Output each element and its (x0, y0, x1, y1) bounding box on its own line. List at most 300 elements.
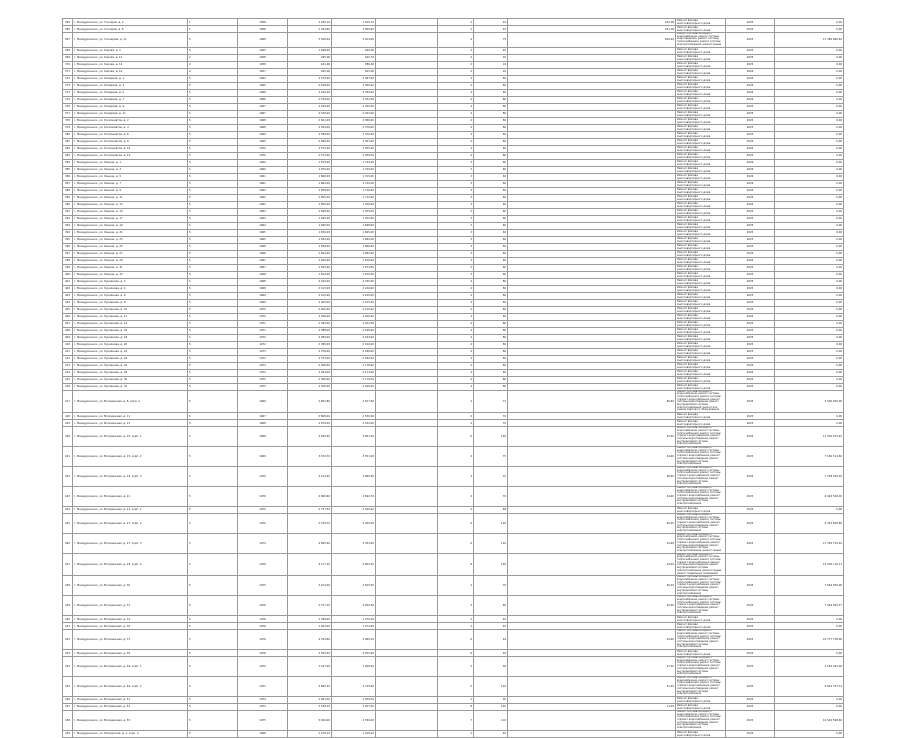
entrances-cell: 4 (438, 89, 474, 96)
living-area-cell: 3 851,00 (332, 427, 376, 447)
total-area-cell: 1 447,00 (288, 657, 332, 677)
work-year-cell: 2025 (726, 657, 775, 677)
work-type-cell: Ремонт фасада многоквартирного дома (676, 124, 726, 131)
year-built-cell: 1970 (238, 306, 288, 313)
entrances-cell: 2 (438, 26, 474, 33)
work-type-cell: Ремонт системы холодного водоснабжения, ремонт системы теплоснабжения, ремонт системы горячего водоснабжения, ремонт системы водоотведения, ремонт внутридомовой системы электроснабжения, ремонт крыши, ремонт подвальных помещений (676, 553, 726, 576)
row-number-cell: 366 (63, 26, 73, 33)
floors-cell: 5 (188, 47, 238, 54)
work-type-cell: Ремонт фасада многоквартирного дома (676, 208, 726, 215)
entrances-cell: 4 (438, 131, 474, 138)
row-number-cell: 395 (63, 236, 73, 243)
cost-cell: 0,00 (775, 110, 844, 117)
address-cell: г. Междуреченск, ул. Лукиянова, д. 8 (73, 299, 188, 306)
cost-cell: 0,00 (775, 68, 844, 75)
work-type-cell: Ремонт фасада многоквартирного дома (676, 420, 726, 427)
roof-area-cell (508, 313, 676, 320)
address-cell: г. Междуреченск, ул. Лукиянова, д. 4 (73, 285, 188, 292)
work-type-cell: Ремонт фасада многоквартирного дома (676, 236, 726, 243)
spacer-cell (376, 466, 438, 486)
cost-cell: 0,00 (775, 103, 844, 110)
cost-cell: 6 322 836,60 (775, 513, 844, 533)
year-built-cell: 1973 (238, 355, 288, 362)
address-cell: г. Междуреченск, ул. Молодежная, д. 29, корп. 4 (73, 553, 188, 576)
total-area-cell: 2 589,00 (288, 131, 332, 138)
floors-cell: 5 (188, 650, 238, 657)
roof-area-cell (508, 68, 676, 75)
floors-cell: 2 (188, 61, 238, 68)
entrances-cell: 3 (438, 215, 474, 222)
living-area-cell: 2 350,00 (332, 152, 376, 159)
living-area-cell: 5 602,20 (332, 553, 376, 576)
row-number-cell: 414 (63, 369, 73, 376)
apartments-cell: 70 (474, 576, 508, 596)
row-number-cell: 424 (63, 506, 73, 513)
work-type-cell: Ремонт фасада многоквартирного дома (676, 201, 726, 208)
table-row (63, 553, 844, 576)
roof-area-cell: 41,40 (508, 676, 676, 696)
year-built-cell: 1968 (238, 730, 288, 737)
cost-cell: 0,00 (775, 320, 844, 327)
work-year-cell: 2025 (726, 138, 775, 145)
work-type-cell: Ремонт фасада многоквартирного дома (676, 730, 726, 737)
apartments-cell: 80 (474, 341, 508, 348)
cost-cell: 0,00 (775, 327, 844, 334)
address-cell: г. Междуреченск, ул. Ленина, д. 29 (73, 257, 188, 264)
cost-cell: 0,00 (775, 348, 844, 355)
living-area-cell: 2 230,00 (332, 278, 376, 285)
row-number-cell: 367 (63, 33, 73, 48)
work-year-cell: 2025 (726, 306, 775, 313)
year-built-cell: 1970 (238, 513, 288, 533)
floors-cell: 5 (188, 576, 238, 596)
table-row (63, 201, 844, 208)
roof-area-cell (508, 369, 676, 376)
entrances-cell: 3 (438, 229, 474, 236)
spacer-cell (376, 533, 438, 553)
roof-area-cell (508, 194, 676, 201)
total-area-cell: 5 000,00 (288, 710, 332, 730)
living-area-cell: 1 678,00 (332, 257, 376, 264)
entrances-cell: 4 (438, 138, 474, 145)
row-number-cell: 417 (63, 390, 73, 413)
work-type-cell: Ремонт фасада многоквартирного дома (676, 166, 726, 173)
work-type-cell: Ремонт фасада многоквартирного дома (676, 341, 726, 348)
floors-cell: 5 (188, 327, 238, 334)
total-area-cell: 3 144,20 (288, 466, 332, 486)
spacer-cell (376, 243, 438, 250)
roof-area-cell (508, 187, 676, 194)
table-row (63, 306, 844, 313)
total-area-cell: 1 461,00 (288, 696, 332, 703)
total-area-cell: 1 035,10 (288, 19, 332, 26)
roof-area-cell (508, 264, 676, 271)
work-year-cell: 2025 (726, 327, 775, 334)
year-built-cell: 1970 (238, 466, 288, 486)
table-row (63, 320, 844, 327)
year-built-cell: 1969 (238, 292, 288, 299)
floors-cell: 5 (188, 96, 238, 103)
total-area-cell: 2 372,00 (288, 355, 332, 362)
work-year-cell: 2025 (726, 215, 775, 222)
spacer-cell (376, 278, 438, 285)
apartments-cell: 40 (474, 623, 508, 630)
year-built-cell: 1972 (238, 334, 288, 341)
work-type-cell: Ремонт фасада многоквартирного дома (676, 187, 726, 194)
cost-cell: 0,00 (775, 96, 844, 103)
row-number-cell: 386 (63, 173, 73, 180)
total-area-cell: 5 538,10 (288, 703, 332, 710)
work-type-cell: Ремонт фасада многоквартирного дома (676, 376, 726, 383)
work-year-cell: 2026 (726, 166, 775, 173)
floors-cell: 5 (188, 250, 238, 257)
floors-cell: 5 (188, 623, 238, 630)
table-row (63, 355, 844, 362)
address-cell: г. Междуреченск, ул. Ленина, д. 3 (73, 166, 188, 173)
total-area-cell: 1 832,00 (288, 236, 332, 243)
apartments-cell: 80 (474, 383, 508, 390)
work-year-cell: 2025 (726, 271, 775, 278)
total-area-cell: 2 580,00 (288, 138, 332, 145)
entrances-cell: 4 (438, 285, 474, 292)
table-row (63, 506, 844, 513)
cost-cell: 0,00 (775, 117, 844, 124)
spacer-cell (376, 173, 438, 180)
entrances-cell: 4 (438, 355, 474, 362)
row-number-cell: 403 (63, 292, 73, 299)
table-row (63, 61, 844, 68)
work-year-cell: 2026 (726, 194, 775, 201)
row-number-cell: 375 (63, 96, 73, 103)
row-number-cell: 385 (63, 166, 73, 173)
cost-cell: 0,00 (775, 355, 844, 362)
table-row (63, 650, 844, 657)
floors-cell: 2 (188, 54, 238, 61)
address-cell: г. Междуреченск, ул. Лукиянова, д. 24 (73, 355, 188, 362)
work-year-cell: 2025 (726, 110, 775, 117)
address-cell: г. Междуреченск, ул. Лукиянова, д. 14 (73, 320, 188, 327)
entrances-cell: 4 (438, 124, 474, 131)
year-built-cell: 1969 (238, 447, 288, 467)
cost-cell: 0,00 (775, 250, 844, 257)
living-area-cell: 2 540,00 (332, 506, 376, 513)
roof-area-cell (508, 696, 676, 703)
apartments-cell: 80 (474, 89, 508, 96)
address-cell: г. Междуреченск, ул. Гончаров, д. 4 (73, 19, 188, 26)
work-year-cell: 2026 (726, 75, 775, 82)
living-area-cell: 2 370,00 (332, 131, 376, 138)
work-type-cell: Ремонт фасада многоквартирного дома (676, 383, 726, 390)
year-built-cell: 1956 (238, 19, 288, 26)
total-area-cell: 3 326,00 (288, 33, 332, 48)
cost-cell: 0,00 (775, 187, 844, 194)
living-area-cell: 2 206,00 (332, 313, 376, 320)
entrances-cell: 3 (438, 257, 474, 264)
total-area-cell: 2 540,00 (288, 89, 332, 96)
living-area-cell: 380,40 (332, 61, 376, 68)
table-row (63, 257, 844, 264)
work-type-cell: Ремонт фасада многоквартирного дома (676, 96, 726, 103)
cost-cell: 0,00 (775, 208, 844, 215)
table-row (63, 33, 844, 48)
year-built-cell: 1975 (238, 376, 288, 383)
year-built-cell: 1974 (238, 362, 288, 369)
table-row (63, 362, 844, 369)
entrances-cell: 3 (438, 187, 474, 194)
apartments-cell: 80 (474, 306, 508, 313)
living-area-cell: 2 209,30 (332, 596, 376, 616)
spacer-cell (376, 96, 438, 103)
living-area-cell: 4 489,10 (332, 630, 376, 650)
roof-area-cell (508, 61, 676, 68)
total-area-cell: 1 836,00 (288, 229, 332, 236)
living-area-cell: 2 355,00 (332, 145, 376, 152)
work-type-cell: Ремонт фасада многоквартирного дома (676, 180, 726, 187)
floors-cell: 5 (188, 166, 238, 173)
entrances-cell: 6 (438, 427, 474, 447)
apartments-cell: 60 (474, 596, 508, 616)
entrances-cell: 3 (438, 159, 474, 166)
floors-cell: 5 (188, 703, 238, 710)
spacer-cell (376, 250, 438, 257)
table-row (63, 124, 844, 131)
spacer-cell (376, 201, 438, 208)
total-area-cell: 2 601,00 (288, 117, 332, 124)
cost-cell: 0,00 (775, 292, 844, 299)
work-year-cell: 2025 (726, 334, 775, 341)
entrances-cell: 3 (438, 250, 474, 257)
work-type-cell: Ремонт фасада многоквартирного дома (676, 278, 726, 285)
floors-cell: 5 (188, 187, 238, 194)
row-number-cell: 419 (63, 420, 73, 427)
living-area-cell: 1 705,00 (332, 208, 376, 215)
cost-cell: 4 162 024,00 (775, 657, 844, 677)
work-year-cell: 2025 (726, 447, 775, 467)
total-area-cell: 1 870,00 (288, 166, 332, 173)
year-built-cell: 1966 (238, 89, 288, 96)
work-year-cell: 2025 (726, 703, 775, 710)
total-area-cell: 2 377,10 (288, 596, 332, 616)
year-built-cell: 1976 (238, 616, 288, 623)
entrances-cell: 4 (438, 413, 474, 420)
floors-cell: 5 (188, 696, 238, 703)
living-area-cell: 2 980,90 (332, 466, 376, 486)
address-cell: г. Междуреченск, ул. Ленина, д. 11 (73, 194, 188, 201)
table-row (63, 26, 844, 33)
work-type-cell: Ремонт фасада многоквартирного дома (676, 306, 726, 313)
living-area-cell: 403,00 (332, 68, 376, 75)
cost-cell: 0,00 (775, 650, 844, 657)
living-area-cell: 1 690,00 (332, 236, 376, 243)
living-area-cell: 2 174,00 (332, 369, 376, 376)
total-area-cell: 1 850,00 (288, 201, 332, 208)
spacer-cell (376, 306, 438, 313)
work-type-cell: Ремонт фасада многоквартирного дома (676, 75, 726, 82)
total-area-cell: 2 575,00 (288, 75, 332, 82)
work-type-cell: Ремонт фасада многоквартирного дома (676, 623, 726, 630)
apartments-cell: 72 (474, 390, 508, 413)
address-cell: г. Междуреченск, ул. Ленина, д. 1 (73, 159, 188, 166)
total-area-cell: 2 400,00 (288, 306, 332, 313)
apartments-cell: 40 (474, 616, 508, 623)
cost-cell: 10 777 738,00 (775, 630, 844, 650)
entrances-cell: 3 (438, 180, 474, 187)
cost-cell: 0,00 (775, 383, 844, 390)
work-type-cell: Ремонт фасада многоквартирного дома (676, 117, 726, 124)
living-area-cell: 2 530,00 (332, 413, 376, 420)
address-cell: г. Междуреченск, ул. Молодежная, д. 49, корп. 2 (73, 676, 188, 696)
roof-area-cell (508, 215, 676, 222)
work-year-cell: 2025 (726, 413, 775, 420)
total-area-cell: 1 478,10 (288, 730, 332, 737)
row-number-cell: 413 (63, 362, 73, 369)
address-cell: г. Междуреченск, ул. Молодежная, д. 33 (73, 616, 188, 623)
total-area-cell: 1 098,00 (288, 47, 332, 54)
floors-cell: 5 (188, 596, 238, 616)
floors-cell: 5 (188, 369, 238, 376)
roof-area-cell: 43,40 (508, 427, 676, 447)
entrances-cell: 4 (438, 320, 474, 327)
work-type-cell: Ремонт фасада многоквартирного дома (676, 82, 726, 89)
living-area-cell: 2 166,00 (332, 383, 376, 390)
entrances-cell: 4 (438, 390, 474, 413)
roof-area-cell: 824,40 (508, 33, 676, 48)
table-row (63, 285, 844, 292)
work-year-cell: 2025 (726, 348, 775, 355)
work-year-cell: 2025 (726, 145, 775, 152)
entrances-cell: 6 (438, 630, 474, 650)
apartments-cell: 80 (474, 369, 508, 376)
living-area-cell: 3 014,00 (332, 33, 376, 48)
floors-cell: 5 (188, 257, 238, 264)
spacer-cell (376, 222, 438, 229)
address-cell: г. Междуреченск, ул. Космонавтов, д. 12 (73, 152, 188, 159)
address-cell: г. Междуреченск, ул. Космонавтов, д. 10 (73, 145, 188, 152)
apartments-cell: 16 (474, 68, 508, 75)
table-row (63, 166, 844, 173)
apartments-cell: 80 (474, 82, 508, 89)
spacer-cell (376, 320, 438, 327)
address-cell: г. Междуреченск, ул. Лукиянова, д. 32 (73, 383, 188, 390)
cost-cell: 0,00 (775, 145, 844, 152)
table-row (63, 390, 844, 413)
entrances-cell: 4 (438, 313, 474, 320)
apartments-cell: 30 (474, 657, 508, 677)
address-cell: г. Междуреченск, ул. Ленина, д. 7 (73, 180, 188, 187)
roof-area-cell (508, 348, 676, 355)
table-row (63, 236, 844, 243)
spacer-cell (376, 369, 438, 376)
year-built-cell: 1968 (238, 278, 288, 285)
work-type-cell: Ремонт фасада многоквартирного дома (676, 68, 726, 75)
apartments-cell: 80 (474, 117, 508, 124)
row-number-cell: 432 (63, 630, 73, 650)
apartments-cell: 60 (474, 271, 508, 278)
roof-area-cell: 24,00 (508, 553, 676, 576)
work-year-cell: 2025 (726, 376, 775, 383)
living-area-cell: 2 527,60 (332, 390, 376, 413)
apartments-cell: 80 (474, 110, 508, 117)
apartments-cell: 80 (474, 292, 508, 299)
living-area-cell: 5 207,00 (332, 703, 376, 710)
address-cell: г. Междуреченск, ул. Молодежная, д. 30 (73, 576, 188, 596)
work-year-cell: 2025 (726, 466, 775, 486)
living-area-cell: 2 694,70 (332, 486, 376, 506)
total-area-cell: 2 376,00 (288, 348, 332, 355)
year-built-cell: 1961 (238, 173, 288, 180)
cost-cell: 11 330 974,22 (775, 427, 844, 447)
spacer-cell (376, 513, 438, 533)
entrances-cell: 2 (438, 616, 474, 623)
roof-area-cell: 44,00 (508, 447, 676, 467)
living-area-cell: 1 729,00 (332, 166, 376, 173)
work-type-cell: Ремонт системы холодного водоснабжения, ремонт системы теплоснабжения, ремонт системы горячего водоснабжения, ремонт системы водоотведения, ремонт внутридомовой системы электроснабжения (676, 486, 726, 506)
floors-cell: 5 (188, 676, 238, 696)
roof-area-cell (508, 420, 676, 427)
work-type-cell: Ремонт фасада многоквартирного дома (676, 194, 726, 201)
work-year-cell: 2026 (726, 180, 775, 187)
table-row (63, 420, 844, 427)
spacer-cell (376, 334, 438, 341)
living-area-cell: 2 339,00 (332, 89, 376, 96)
entrances-cell: 2 (438, 54, 474, 61)
work-year-cell: 2025 (726, 630, 775, 650)
entrances-cell: 2 (438, 623, 474, 630)
apartments-cell: 94 (474, 630, 508, 650)
floors-cell: 5 (188, 506, 238, 513)
table-row (63, 596, 844, 616)
table-row (63, 676, 844, 696)
total-area-cell: 2 380,00 (288, 341, 332, 348)
work-year-cell: 2025 (726, 47, 775, 54)
row-number-cell: 405 (63, 306, 73, 313)
spacer-cell (376, 348, 438, 355)
apartments-cell: 60 (474, 264, 508, 271)
year-built-cell: 1965 (238, 229, 288, 236)
total-area-cell: 4 640,50 (288, 427, 332, 447)
apartments-cell: 60 (474, 166, 508, 173)
housing-register-table (62, 18, 844, 738)
work-type-cell: Ремонт фасада многоквартирного дома (676, 313, 726, 320)
floors-cell: 5 (188, 117, 238, 124)
address-cell: г. Междуреченск, ул. Молодежная, д. 31 (73, 596, 188, 616)
roof-area-cell (508, 243, 676, 250)
year-built-cell: 1968 (238, 285, 288, 292)
work-year-cell: 2025 (726, 19, 775, 26)
row-number-cell: 384 (63, 159, 73, 166)
roof-area-cell: 11,00 (508, 703, 676, 710)
table-row (63, 222, 844, 229)
row-number-cell: 399 (63, 264, 73, 271)
apartments-cell: 80 (474, 145, 508, 152)
roof-area-cell (508, 257, 676, 264)
work-year-cell: 2025 (726, 257, 775, 264)
total-area-cell: 441,90 (288, 61, 332, 68)
work-type-cell: Ремонт фасада многоквартирного дома (676, 159, 726, 166)
table-row (63, 327, 844, 334)
address-cell: г. Междуреченск, ул. Комарова, д. 11 (73, 110, 188, 117)
apartments-cell: 80 (474, 131, 508, 138)
cost-cell: 0,00 (775, 166, 844, 173)
year-built-cell: 1974 (238, 696, 288, 703)
work-year-cell: 2025 (726, 427, 775, 447)
work-type-cell: Ремонт фасада многоквартирного дома (676, 369, 726, 376)
work-year-cell: 2025 (726, 33, 775, 48)
cost-cell: 0,00 (775, 299, 844, 306)
address-cell: г. Междуреченск, ул. Лукиянова, д. 10 (73, 306, 188, 313)
spacer-cell (376, 413, 438, 420)
apartments-cell: 80 (474, 376, 508, 383)
